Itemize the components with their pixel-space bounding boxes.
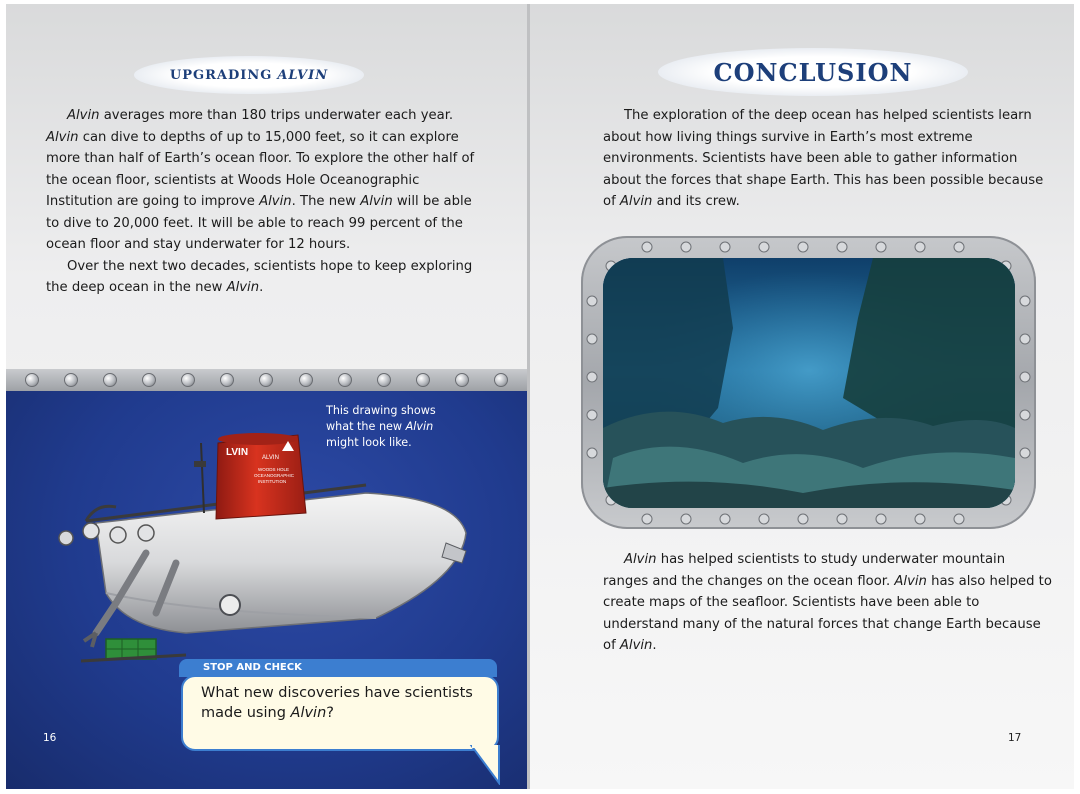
submarine-illustration-panel	[6, 369, 527, 789]
tower-logo-sub3: INSTITUTION	[258, 479, 287, 484]
italic-alvin: Alvin	[619, 194, 653, 209]
tower-logo-text: ALVIN	[262, 455, 279, 461]
right-paragraph-2	[603, 549, 1053, 657]
rivet-icon	[338, 373, 352, 387]
tower-logo-sub1: WOODS HOLE	[258, 467, 290, 472]
rivet-icon	[25, 373, 39, 387]
caption-italic: Alvin	[405, 420, 434, 433]
italic-alvin: Alvin	[619, 638, 653, 653]
question-italic: Alvin	[290, 705, 327, 721]
tower-text: LVIN	[226, 447, 249, 458]
rivet-icon	[220, 373, 234, 387]
deep-ocean-photo	[603, 258, 1015, 508]
tower-logo-sub2: OCEANOGRAPHIC	[254, 473, 295, 478]
text-run: has also helped to create maps of the seafloor. Scientists have been able to understand many of the natural forces that change Earth because of	[603, 573, 1052, 653]
rivet-icon	[259, 373, 273, 387]
section-heading-conclusion: CONCLUSION	[658, 48, 968, 96]
page-number-left: 16	[43, 732, 57, 744]
right-body-text-top	[603, 105, 1053, 213]
rivet-icon	[416, 373, 430, 387]
heading-prefix: UPGRADING	[169, 67, 273, 83]
italic-alvin: Alvin	[226, 280, 260, 295]
right-body-text-bottom	[603, 549, 1053, 657]
text-run: .	[652, 638, 657, 653]
italic-alvin: Alvin	[894, 573, 927, 589]
rivet-icon	[64, 373, 78, 387]
stop-and-check-question	[201, 683, 491, 723]
text-run: .	[259, 280, 264, 295]
text-run: has helped scientists to study underwater mountain ranges and the changes on the ocean floor.	[603, 552, 1006, 589]
text-run: can dive to depths of up to 15,000 feet, so it can explore more than half of Earth’s ocean floor. To explore the other half of the ocean floor, scientists at Woods Hole Oceanographic Institution are going to improve	[46, 129, 475, 209]
rivet-icon	[455, 373, 469, 387]
page-number-right: 17	[1008, 732, 1022, 744]
heading-italic: ALVIN	[277, 67, 329, 83]
rivet-icon	[103, 373, 117, 387]
italic-alvin: Alvin	[46, 129, 79, 145]
rivet-icon	[142, 373, 156, 387]
caption-text: This drawing shows what the new	[326, 404, 436, 433]
text-run: Over the next two decades, scientists hope to keep exploring the deep ocean in the new	[46, 258, 473, 295]
rivet-icon	[377, 373, 391, 387]
left-paragraph-1	[46, 105, 476, 256]
stop-and-check-box	[179, 659, 497, 787]
italic-alvin: Alvin	[360, 194, 393, 209]
text-run: averages more than 180 trips underwater each year.	[99, 108, 454, 123]
italic-alvin: Alvin	[67, 108, 100, 123]
rivet-icon	[181, 373, 195, 387]
text-run: will be able to dive to 20,000 feet. It will be able to reach 99 percent of the ocean floor and stay underwater for 12 hours.	[46, 194, 472, 252]
text-run: and its crew.	[652, 194, 740, 209]
illustration-caption	[326, 403, 466, 451]
left-page	[6, 4, 527, 789]
caption-end: might look like.	[326, 436, 412, 449]
porthole-photo-frame	[581, 236, 1036, 529]
speech-tail-icon	[469, 745, 505, 785]
section-heading-upgrading-alvin	[134, 56, 364, 94]
rivet-icon	[494, 373, 508, 387]
right-paragraph-1	[603, 105, 1053, 213]
rivet-icon	[299, 373, 313, 387]
question-text: What new discoveries have scientists made using	[201, 685, 473, 721]
left-paragraph-2	[46, 256, 476, 299]
italic-alvin: Alvin	[259, 194, 292, 209]
question-end: ?	[326, 705, 334, 721]
left-body-text	[46, 105, 476, 299]
rivet-strip	[6, 369, 527, 391]
text-run: The exploration of the deep ocean has helped scientists learn about how living things survive in Earth’s most extreme environments. Scientists have been able to gather information about the forces that shape Earth. This has been possible because of	[603, 108, 1044, 209]
right-page	[530, 4, 1074, 789]
underwater-scene	[603, 258, 1015, 508]
italic-alvin: Alvin	[624, 552, 657, 567]
stop-and-check-label: STOP AND CHECK	[179, 659, 497, 677]
text-run: . The new	[291, 194, 361, 209]
